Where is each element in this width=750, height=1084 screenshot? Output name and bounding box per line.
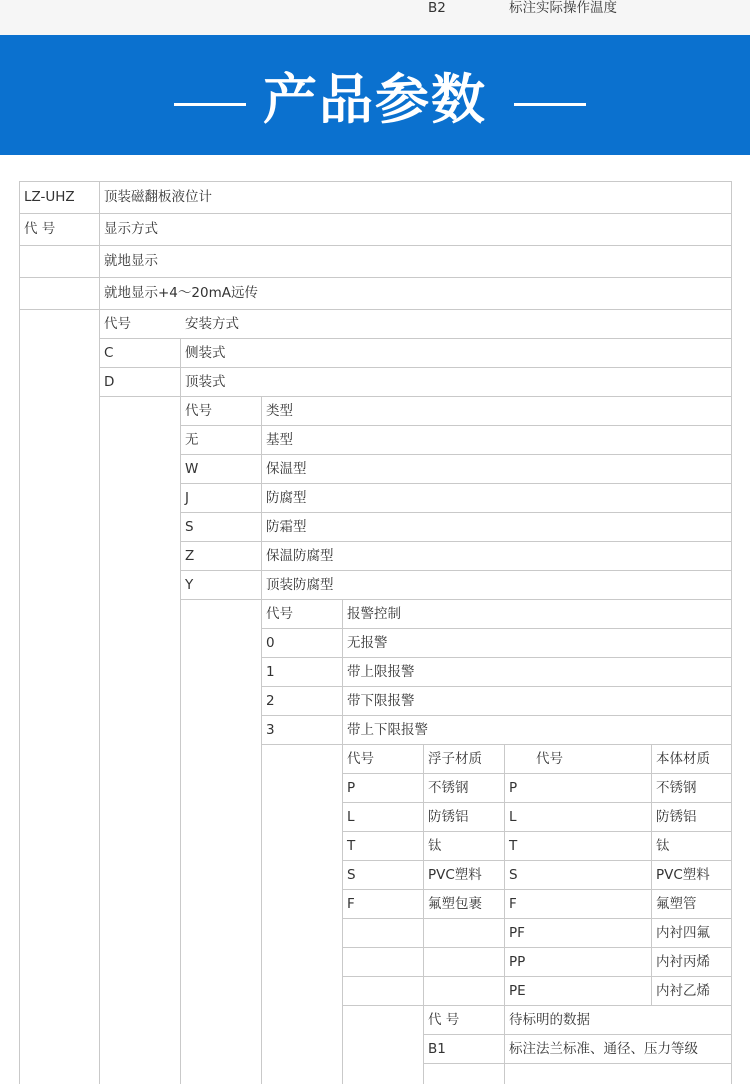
extra-header: 待标明的数据	[509, 1012, 590, 1028]
table-rule	[261, 715, 732, 716]
body-material: 防锈铝	[656, 809, 697, 825]
extra-code: B2	[428, 0, 446, 16]
model-code: LZ-UHZ	[24, 189, 75, 205]
table-rule	[342, 831, 732, 832]
table-rule	[180, 512, 732, 513]
float-material: PVC塑料	[428, 867, 482, 883]
table-rule	[423, 1034, 732, 1035]
body-code-header: 代号	[536, 751, 563, 767]
type-code: W	[185, 461, 199, 477]
table-rule	[261, 686, 732, 687]
table-rule	[342, 599, 343, 1084]
table-rule	[342, 918, 732, 919]
display-option: 就地显示	[104, 253, 158, 269]
table-rule	[19, 181, 20, 1084]
type-code: 无	[185, 432, 199, 448]
table-rule	[731, 181, 732, 1084]
alarm-code: 2	[266, 693, 275, 709]
mounting-code-header: 代号	[104, 316, 131, 332]
float-material: 防锈铝	[428, 809, 469, 825]
mounting-name: 顶装式	[185, 374, 226, 390]
float-material: 不锈钢	[428, 780, 469, 796]
body-material: 不锈钢	[656, 780, 697, 796]
body-code: PF	[509, 925, 525, 941]
table-rule	[261, 628, 732, 629]
type-name: 防腐型	[266, 490, 307, 506]
body-material: 内衬乙烯	[656, 983, 710, 999]
extra-code-header: 代 号	[428, 1012, 460, 1028]
table-rule	[99, 338, 732, 339]
type-name: 防霜型	[266, 519, 307, 535]
extra-code: B1	[428, 1041, 446, 1057]
body-code: L	[509, 809, 517, 825]
table-rule	[180, 599, 732, 600]
extra-name: 标注实际操作温度	[509, 0, 617, 16]
table-rule	[342, 889, 732, 890]
table-rule	[180, 338, 181, 1084]
body-material: 内衬丙烯	[656, 954, 710, 970]
table-rule	[342, 947, 732, 948]
float-material: 钛	[428, 838, 442, 854]
display-option: 就地显示+4～20mA远传	[104, 285, 258, 301]
table-rule	[99, 396, 732, 397]
type-code: Y	[185, 577, 194, 593]
body-code: PE	[509, 983, 526, 999]
body-material: 氟塑管	[656, 896, 697, 912]
float-code: T	[347, 838, 356, 854]
table-rule	[99, 181, 100, 1084]
type-code: J	[185, 490, 189, 506]
type-code: S	[185, 519, 194, 535]
body-code: T	[509, 838, 518, 854]
table-rule	[180, 454, 732, 455]
type-name: 保温防腐型	[266, 548, 334, 564]
table-rule	[423, 744, 424, 1084]
type-name: 保温型	[266, 461, 307, 477]
table-rule	[180, 541, 732, 542]
table-rule	[19, 309, 732, 310]
table-rule	[342, 976, 732, 977]
alarm-name: 带上限报警	[347, 664, 415, 680]
type-code-header: 代号	[185, 403, 212, 419]
table-rule	[19, 277, 732, 278]
table-rule	[261, 396, 262, 1084]
mounting-name: 侧装式	[185, 345, 226, 361]
table-rule	[180, 425, 732, 426]
model-name: 顶装磁翻板液位计	[104, 189, 212, 205]
mounting-code: D	[104, 374, 115, 390]
type-name: 顶装防腐型	[266, 577, 334, 593]
mounting-header: 安装方式	[185, 316, 239, 332]
page-title: 产品参数	[263, 68, 487, 131]
table-rule	[19, 213, 732, 214]
float-code-header: 代号	[347, 751, 374, 767]
table-rule	[19, 245, 732, 246]
body-material: 钛	[656, 838, 670, 854]
table-rule	[19, 181, 732, 182]
display-code-header: 代 号	[24, 221, 56, 237]
display-header: 显示方式	[104, 221, 158, 237]
table-rule	[99, 367, 732, 368]
table-rule	[342, 802, 732, 803]
table-rule	[504, 744, 505, 1084]
type-name: 基型	[266, 432, 293, 448]
alarm-code: 3	[266, 722, 275, 738]
table-rule	[342, 773, 732, 774]
mounting-code: C	[104, 345, 114, 361]
table-rule	[261, 744, 732, 745]
type-code: Z	[185, 548, 195, 564]
float-code: S	[347, 867, 356, 883]
table-rule	[423, 1063, 732, 1064]
float-code: P	[347, 780, 356, 796]
body-code: PP	[509, 954, 526, 970]
type-header: 类型	[266, 403, 293, 419]
float-material-header: 浮子材质	[428, 751, 482, 767]
table-rule	[342, 1005, 732, 1006]
extra-name: 标注法兰标准、通径、压力等级	[509, 1041, 698, 1057]
float-material: 氟塑包裹	[428, 896, 482, 912]
alarm-code-header: 代号	[266, 606, 293, 622]
body-code: P	[509, 780, 518, 796]
body-code: S	[509, 867, 518, 883]
body-material: PVC塑料	[656, 867, 710, 883]
table-rule	[180, 570, 732, 571]
alarm-name: 带下限报警	[347, 693, 415, 709]
table-rule	[342, 860, 732, 861]
alarm-header: 报警控制	[347, 606, 401, 622]
float-code: F	[347, 896, 355, 912]
alarm-name: 带上下限报警	[347, 722, 428, 738]
table-rule	[180, 483, 732, 484]
alarm-name: 无报警	[347, 635, 388, 651]
alarm-code: 1	[266, 664, 275, 680]
float-code: L	[347, 809, 355, 825]
body-code: F	[509, 896, 517, 912]
table-rule	[261, 657, 732, 658]
body-material-header: 本体材质	[656, 751, 710, 767]
table-rule	[651, 744, 652, 1005]
body-material: 内衬四氟	[656, 925, 710, 941]
alarm-code: 0	[266, 635, 275, 651]
